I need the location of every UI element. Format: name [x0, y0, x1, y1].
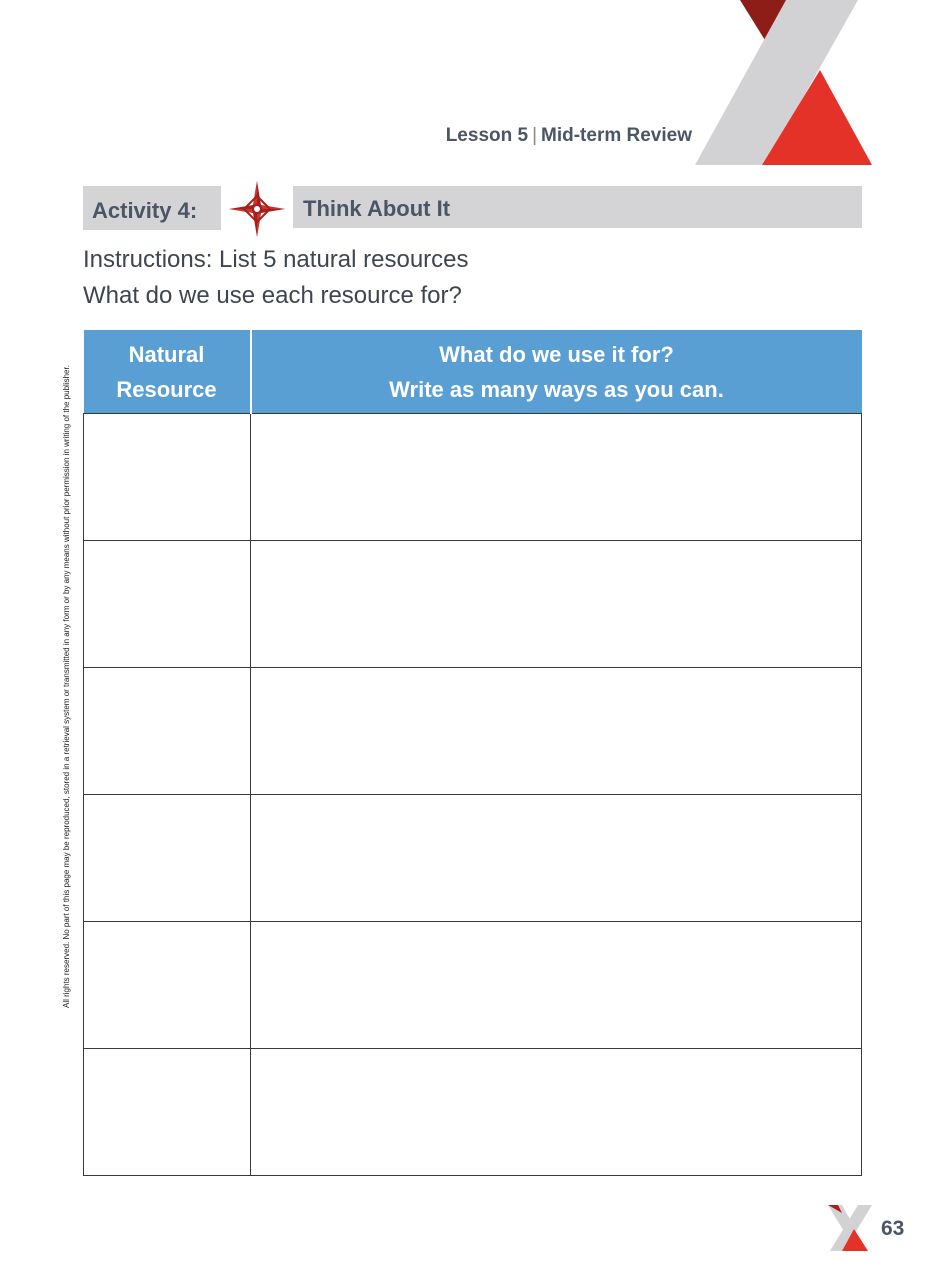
activity-title-box: [293, 186, 862, 228]
publisher-logo-icon: [828, 1205, 872, 1251]
uses-cell[interactable]: [251, 668, 862, 795]
header-line: Resource: [116, 376, 217, 402]
header-line: What do we use it for?: [439, 341, 674, 367]
header-line: Natural: [128, 341, 205, 367]
table-row: [84, 795, 862, 922]
resource-cell[interactable]: [84, 541, 251, 668]
lesson-header: [446, 125, 692, 147]
compass-star-icon: [228, 180, 286, 238]
page-number: 63: [881, 1217, 905, 1240]
instructions-line-2: What do we use each resource for?: [83, 282, 462, 309]
uses-cell[interactable]: [251, 922, 862, 1049]
corner-decoration: [690, 0, 880, 170]
resources-table: [83, 330, 862, 1176]
lesson-number: Lesson 5: [445, 125, 529, 146]
activity-title: Think About It: [303, 196, 451, 221]
activity-label: Activity 4:: [92, 198, 198, 223]
header-line: Write as many ways as you can.: [389, 376, 724, 402]
resource-cell[interactable]: [84, 414, 251, 541]
uses-cell[interactable]: [251, 795, 862, 922]
table-row: [84, 541, 862, 668]
header-separator: |: [532, 125, 538, 146]
copyright-note: All rights reserved. No part of this page may be reproduced, stored in a retrieval system or transmitted in any form or by any means without prior permission in writing of the publisher.: [62, 365, 71, 1008]
resource-cell[interactable]: [84, 1049, 251, 1176]
header-natural-resource: [84, 330, 251, 414]
uses-cell[interactable]: [251, 414, 862, 541]
table-row: [84, 922, 862, 1049]
table-row: [84, 414, 862, 541]
uses-cell[interactable]: [251, 541, 862, 668]
activity-label-box: [83, 186, 221, 230]
table-row: [84, 668, 862, 795]
resource-cell[interactable]: [84, 922, 251, 1049]
resource-cell[interactable]: [84, 668, 251, 795]
lesson-title: Mid-term Review: [541, 125, 692, 146]
resource-cell[interactable]: [84, 795, 251, 922]
table-row: [84, 1049, 862, 1176]
table-header-row: [84, 330, 862, 414]
header-uses: [251, 330, 862, 414]
uses-cell[interactable]: [251, 1049, 862, 1176]
instructions-line-1: Instructions: List 5 natural resources: [83, 246, 469, 273]
